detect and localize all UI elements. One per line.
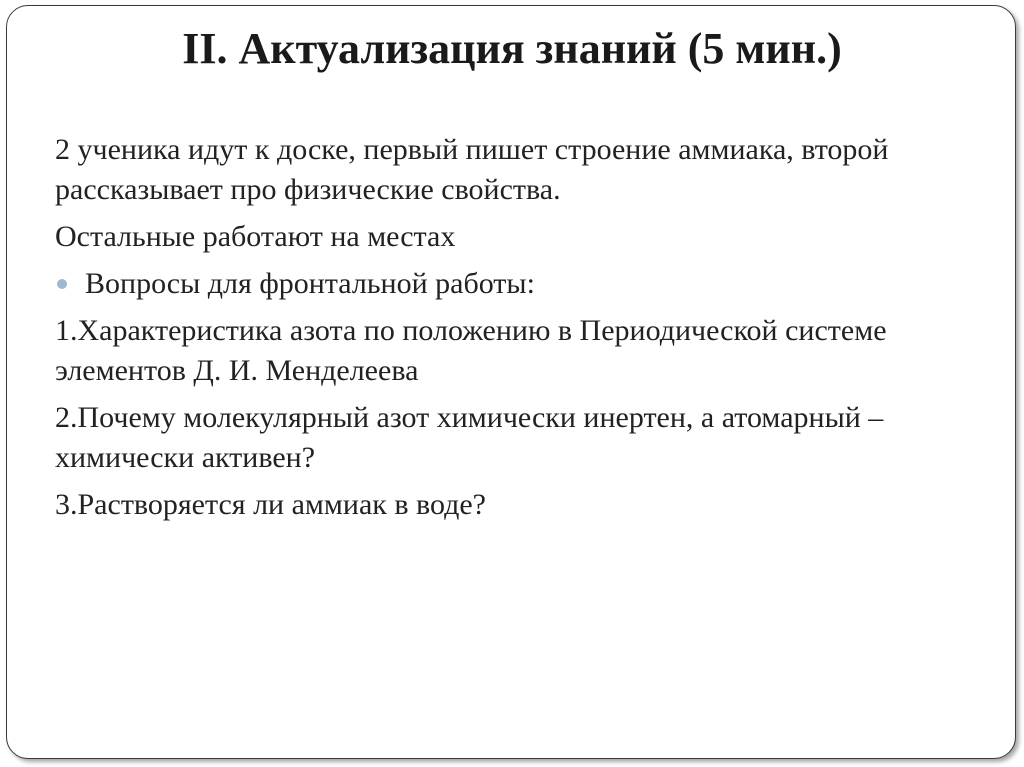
slide-frame (6, 5, 1016, 759)
paragraph-students-board: 2 ученика идут к доске, первый пишет строение аммиака, второй рассказывает про физические свойства. (55, 133, 889, 206)
paragraph-others-work: Остальные работают на местах (55, 220, 456, 253)
slide-body (55, 130, 995, 532)
question-2: 2.Почему молекулярный азот химически инертен, а атомарный – химически активен? (55, 401, 884, 474)
question-3: 3.Растворяется ли аммиак в воде? (55, 488, 487, 521)
bullet-item-label: Вопросы для фронтальной работы: (85, 267, 535, 300)
bullet-item-questions (55, 264, 995, 304)
bullet-dot-icon (57, 279, 67, 289)
slide-title: II. Актуализация знаний (5 мин.) (182, 24, 842, 73)
question-1: 1.Характеристика азота по положению в Периодической системе элементов Д. И. Менделеева (55, 314, 887, 387)
